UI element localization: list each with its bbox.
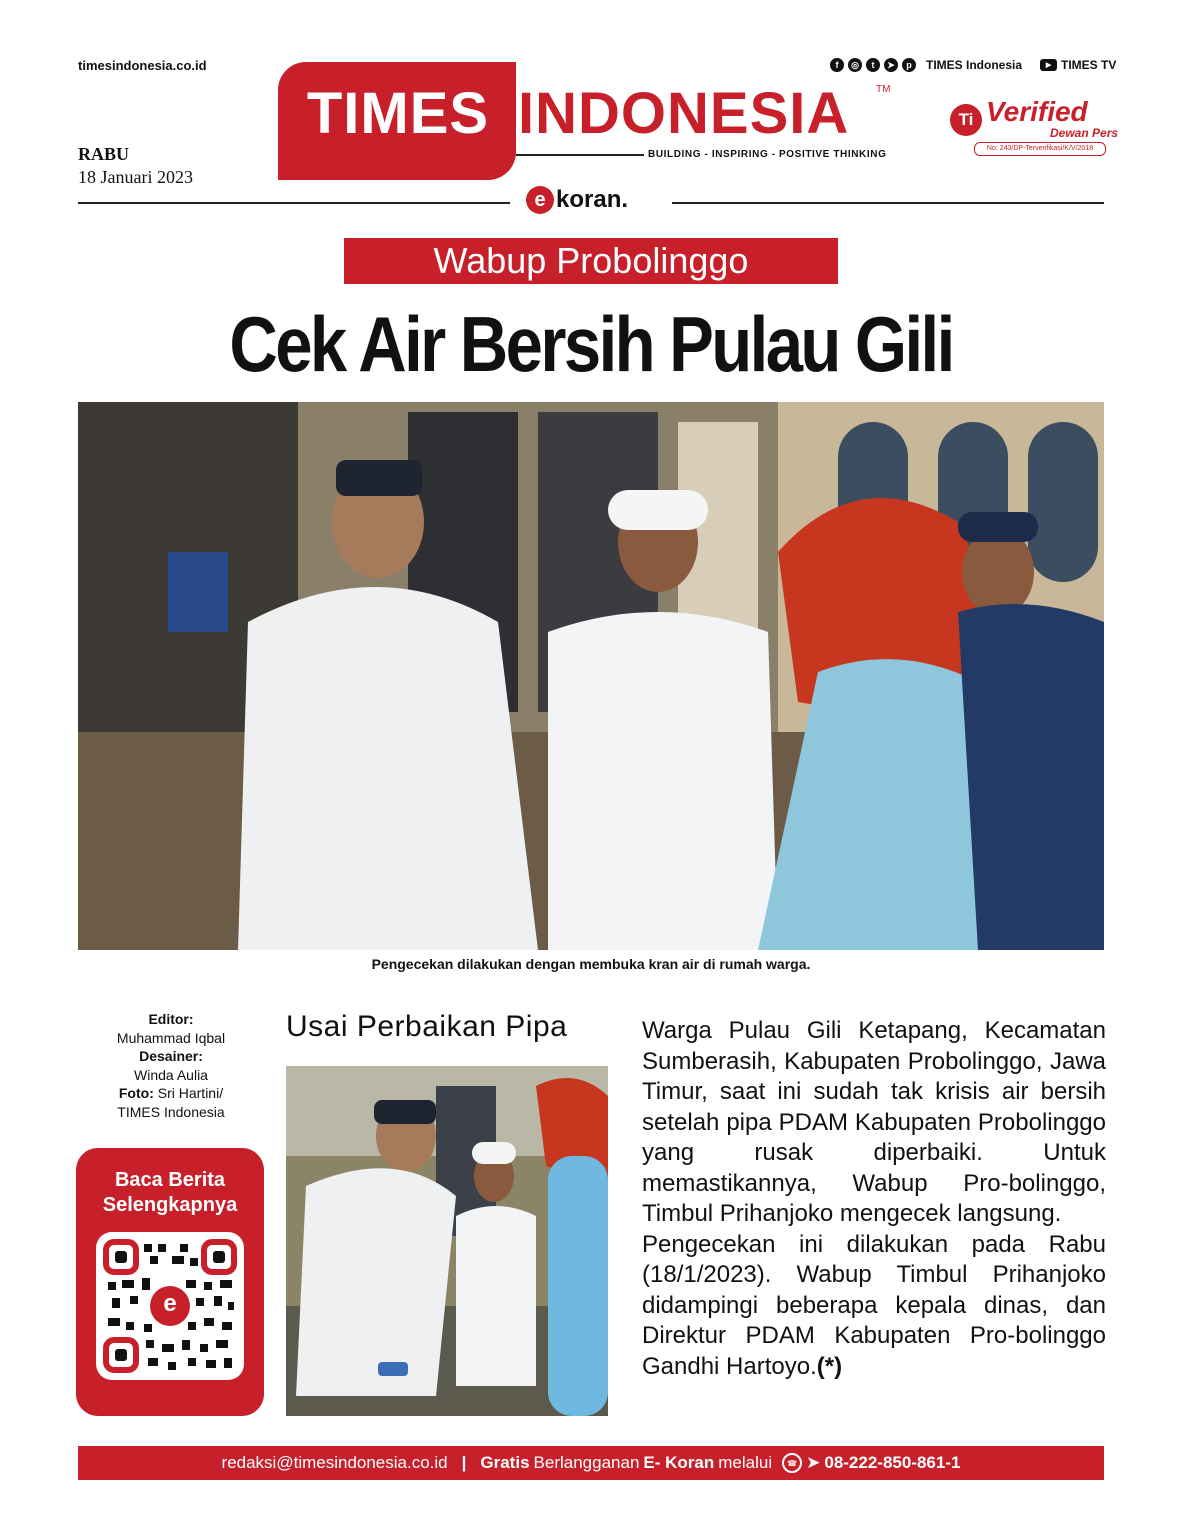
logo-tagline: BUILDING - INSPIRING - POSITIVE THINKING bbox=[648, 149, 887, 160]
article-kicker: Wabup Probolinggo bbox=[344, 238, 838, 284]
telegram-footer-icon: ➤ bbox=[806, 1453, 821, 1472]
social-links bbox=[830, 58, 1116, 72]
main-photo-illustration bbox=[78, 402, 1104, 950]
credits bbox=[78, 1010, 264, 1121]
footer-separator: | bbox=[461, 1453, 467, 1472]
editor-name: Muhammad Iqbal bbox=[116, 1029, 226, 1046]
logo-underline bbox=[516, 154, 644, 156]
second-photo bbox=[286, 1066, 608, 1416]
article-paragraph-2-text: Pengecekan ini dilakukan pada Rabu (18/1/2023). Wabup Timbul Prihanjoko didampingi beberapa kepala dinas, dan Direktur PDAM Kabupaten Pro-bolinggo Gandhi Hartoyo. bbox=[642, 1230, 1106, 1380]
photo-org: TIMES Indonesia bbox=[117, 1103, 225, 1120]
site-url: timesindonesia.co.id bbox=[78, 58, 207, 73]
telegram-icon[interactable]: ➤ bbox=[884, 58, 898, 72]
verified-word: Verified bbox=[986, 96, 1088, 127]
facebook-icon[interactable]: f bbox=[830, 58, 844, 72]
footer-gratis: Gratis bbox=[480, 1453, 530, 1472]
second-photo-illustration bbox=[286, 1066, 608, 1416]
pinterest-icon[interactable]: p bbox=[902, 58, 916, 72]
twitter-icon[interactable]: t bbox=[866, 58, 880, 72]
photo-label: Foto: bbox=[118, 1085, 154, 1101]
ekoran-label: koran. bbox=[556, 186, 629, 213]
instagram-icon[interactable]: ◎ bbox=[848, 58, 862, 72]
header-rule-right bbox=[672, 202, 1104, 204]
article-headline: Cek Air Bersih Pulau Gili bbox=[229, 300, 953, 388]
header-rule-left bbox=[78, 202, 510, 204]
footer-phone[interactable]: 08-222-850-861-1 bbox=[824, 1453, 961, 1472]
article-subhead: Usai Perbaikan Pipa bbox=[286, 1010, 568, 1043]
promo-title-line1: Baca Berita bbox=[114, 1169, 226, 1191]
qr-center-e: e bbox=[163, 1290, 177, 1317]
issue-date: 18 Januari 2023 bbox=[78, 167, 193, 187]
ekoran-logo bbox=[526, 186, 628, 214]
footer-ekoran: E- Koran bbox=[643, 1453, 715, 1472]
article-end-mark: (*) bbox=[816, 1352, 843, 1380]
whatsapp-icon: ☎ bbox=[782, 1453, 802, 1473]
footer-text-2: melalui bbox=[718, 1453, 773, 1472]
article-body bbox=[642, 1016, 1106, 1382]
designer-label: Desainer: bbox=[139, 1048, 203, 1064]
footer-email[interactable]: redaksi@timesindonesia.co.id bbox=[221, 1453, 448, 1472]
verified-sub: Dewan Pers bbox=[1050, 126, 1119, 140]
footer-bar bbox=[78, 1446, 1104, 1480]
photo-name: Sri Hartini/ bbox=[157, 1085, 224, 1101]
footer-text-1: Berlangganan bbox=[533, 1453, 640, 1472]
social-label[interactable]: TIMES Indonesia bbox=[926, 58, 1023, 72]
verified-logo: Ti bbox=[950, 104, 982, 136]
main-photo bbox=[78, 402, 1104, 950]
ekoran-e-icon: e bbox=[526, 186, 554, 214]
editor-label: Editor: bbox=[148, 1011, 194, 1027]
youtube-icon[interactable]: ▶ bbox=[1040, 59, 1057, 71]
article-paragraph-1: Warga Pulau Gili Ketapang, Kecamatan Sumberasih, Kabupaten Probolinggo, Jawa Timur, saat ini sudah tak krisis air bersih setelah pipa PDAM Kabupaten Probolinggo yang rusak diperbaiki. Untuk memastikannya, Wabup Pro-bolinggo, Timbul Prihanjoko mengecek langsung. bbox=[642, 1017, 1106, 1227]
logo-trademark: TM bbox=[876, 84, 891, 95]
promo-title-line2: Selengkapnya bbox=[102, 1194, 238, 1216]
designer-name: Winda Aulia bbox=[134, 1066, 208, 1083]
verified-number: No: 243/DP-Terverifikasi/K/V/2018 bbox=[974, 142, 1106, 156]
promo-title[interactable] bbox=[76, 1168, 264, 1218]
article-paragraph-2 bbox=[642, 1230, 1106, 1383]
logo-indonesia: INDONESIA bbox=[518, 81, 850, 146]
logo-times: TIMES bbox=[306, 81, 490, 146]
issue-day: RABU bbox=[78, 144, 130, 164]
qr-code[interactable] bbox=[96, 1232, 244, 1380]
photo-caption: Pengecekan dilakukan dengan membuka kran air di rumah warga. bbox=[371, 956, 811, 972]
tv-label[interactable]: TIMES TV bbox=[1061, 58, 1117, 72]
